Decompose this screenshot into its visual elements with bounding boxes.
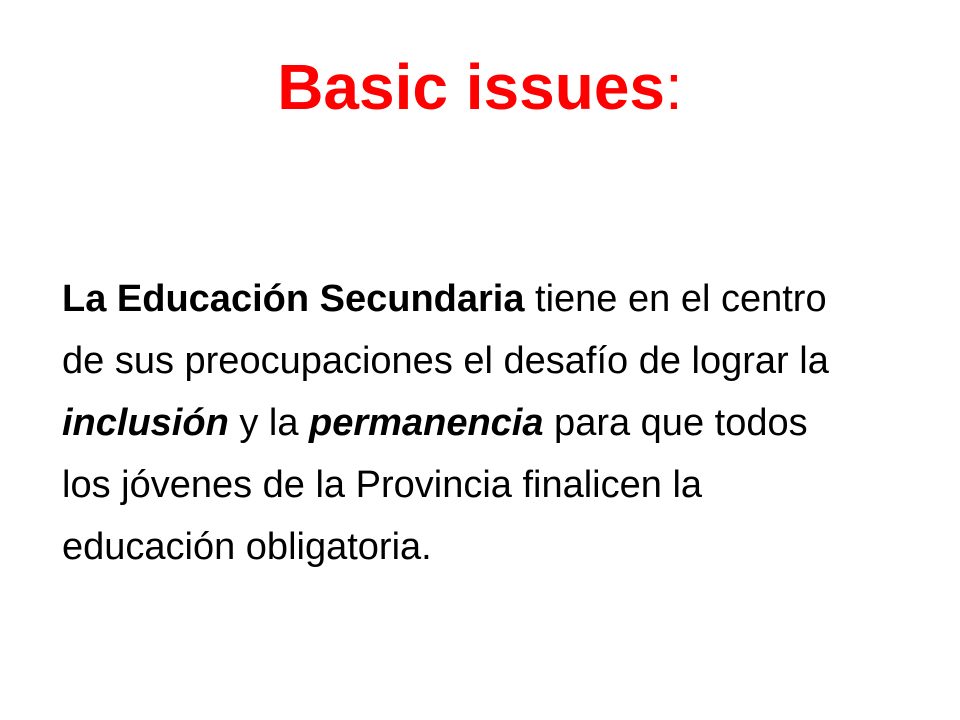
body-text-segment-1: tiene en el centro de sus preocupaciones el desafío de lograr la — [62, 278, 829, 382]
slide-title-colon: : — [665, 51, 683, 123]
slide-body-paragraph — [62, 268, 862, 578]
body-text-segment-3: para que todos los jóvenes de la Provincia finalicen la educación obligatoria. — [62, 402, 808, 568]
slide-title — [0, 44, 960, 130]
slide-title-text: Basic issues — [277, 51, 666, 123]
bold-lead-text: La Educación Secundaria — [62, 278, 525, 320]
emphasis-permanencia: permanencia — [309, 402, 544, 444]
emphasis-inclusion: inclusión — [62, 402, 229, 444]
body-text-segment-2: y la — [228, 402, 310, 444]
